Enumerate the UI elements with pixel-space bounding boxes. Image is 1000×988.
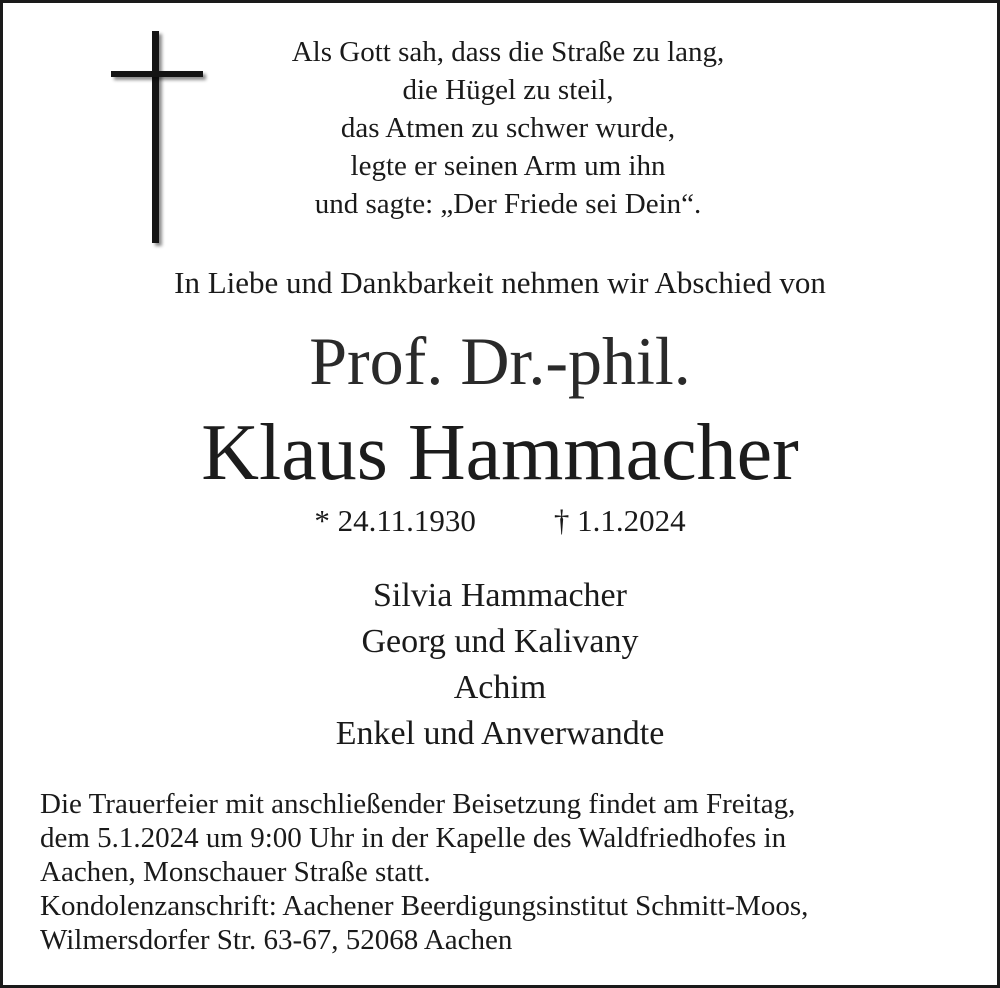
- poem-line: und sagte: „Der Friede sei Dein“.: [314, 188, 702, 220]
- life-dates: [3, 501, 997, 541]
- cross-vertical-bar: [152, 31, 159, 243]
- deceased-name: Klaus Hammacher: [201, 409, 799, 497]
- poem-line: Als Gott sah, dass die Straße zu lang,: [291, 36, 725, 68]
- mourner: Georg und Kalivany: [361, 623, 639, 660]
- info-line: Die Trauerfeier mit anschließender Beisetzung findet am Freitag,: [40, 788, 796, 820]
- poem-line: legte er seinen Arm um ihn: [350, 150, 666, 182]
- info-line: Wilmersdorfer Str. 63-67, 52068 Aachen: [40, 924, 513, 956]
- cross-horizontal-bar: [111, 71, 203, 77]
- funeral-info: [40, 787, 980, 957]
- poem-line: die Hügel zu steil,: [402, 74, 614, 106]
- birth-date: * 24.11.1930: [314, 503, 476, 538]
- mourner: Enkel und Anverwandte: [335, 715, 665, 752]
- cross-icon: [111, 31, 207, 247]
- death-date: † 1.1.2024: [553, 503, 686, 538]
- farewell-intro: In Liebe und Dankbarkeit nehmen wir Abschied von: [174, 265, 826, 300]
- info-line: Aachen, Monschauer Straße statt.: [40, 856, 431, 888]
- mourner: Achim: [453, 669, 547, 706]
- mourners-list: [3, 573, 997, 757]
- info-line: dem 5.1.2024 um 9:00 Uhr in der Kapelle des Waldfriedhofes in: [40, 822, 787, 854]
- academic-title: Prof. Dr.-phil.: [309, 323, 691, 399]
- mourner: Silvia Hammacher: [373, 577, 627, 614]
- poem: [203, 33, 813, 223]
- poem-line: das Atmen zu schwer wurde,: [340, 112, 676, 144]
- info-line: Kondolenzanschrift: Aachener Beerdigungsinstitut Schmitt-Moos,: [40, 890, 809, 922]
